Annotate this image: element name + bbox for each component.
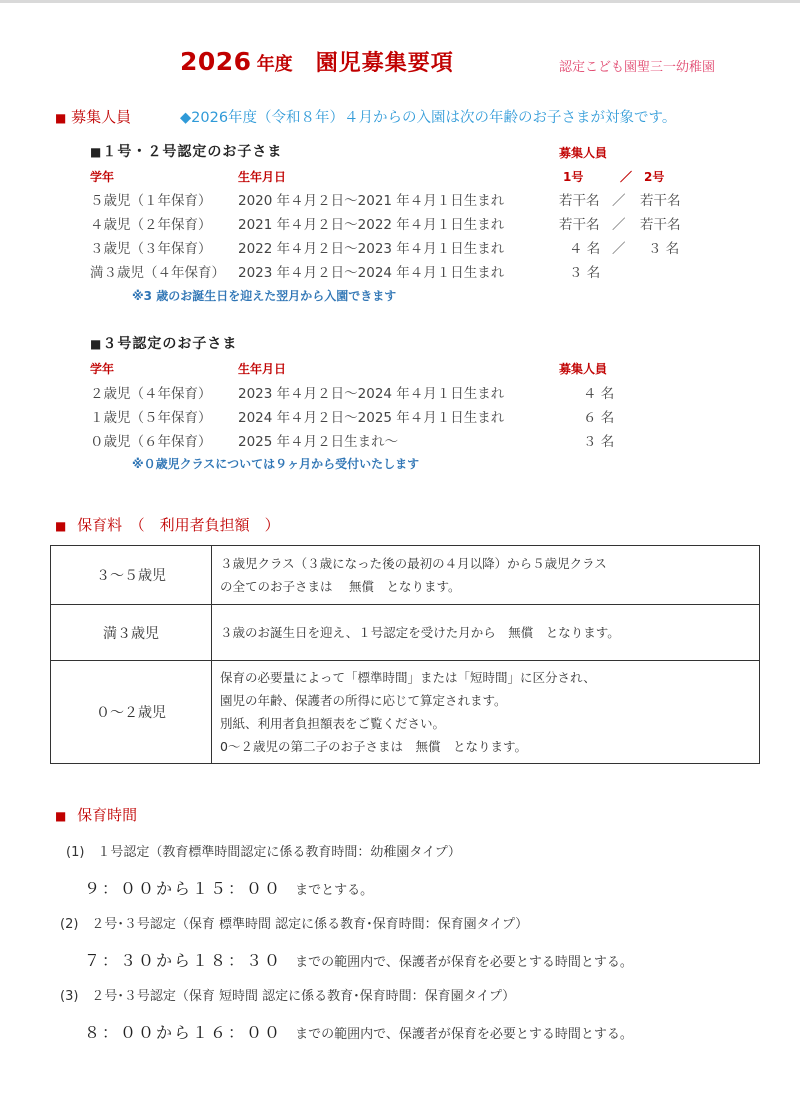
fee-desc-line: の全てのお子さまは 無償 となります。	[220, 579, 461, 594]
group1-row-birth: 2020 年４月２日～2021 年４月１日生まれ	[238, 193, 505, 209]
fee-row-desc	[212, 546, 760, 605]
fees-heading	[55, 514, 280, 535]
group1-row-grade: ５歳児（１年保育）	[90, 193, 212, 209]
group2-row-capacity: ４ 名	[583, 386, 615, 402]
hours-item-tail: までの範囲内で、保護者が保育を必要とする時間とする。	[295, 955, 633, 970]
page-title	[180, 46, 454, 77]
group2-row-grade: ０歳児（６年保育）	[90, 434, 212, 450]
fee-row-label: ３～５歳児	[51, 546, 212, 605]
hours-item-time: ７：３０から１８：３０	[84, 951, 283, 970]
hours-item-time-line	[84, 876, 373, 899]
fee-row	[51, 661, 760, 764]
hours-item-tail: までの範囲内で、保護者が保育を必要とする時間とする。	[295, 1027, 633, 1042]
group2-col-birth: 生年月日	[238, 362, 287, 376]
group1-row-grade: 満３歳児（４年保育）	[90, 265, 225, 281]
title-main: 園児募集要項	[315, 51, 454, 76]
group1-row-no1: 若干名	[559, 217, 600, 233]
school-name: 認定こども園聖三一幼稚園	[559, 60, 716, 75]
group1-row-birth: 2021 年４月２日～2022 年４月１日生まれ	[238, 217, 505, 233]
group2-row-birth: 2025 年４月２日生まれ～	[238, 434, 399, 450]
hours-item-time-line	[84, 1020, 633, 1043]
group1-row-birth: 2022 年４月２日～2023 年４月１日生まれ	[238, 241, 505, 257]
group1-row-birth: 2023 年４月２日～2024 年４月１日生まれ	[238, 265, 505, 281]
fee-row-desc	[212, 661, 760, 764]
group1-row-no1: 若干名	[559, 193, 600, 209]
group2-row-birth: 2023 年４月２日～2024 年４月１日生まれ	[238, 386, 505, 402]
fee-desc-line: 0～２歳児の第二子のお子さまは 無償 となります。	[220, 739, 527, 754]
fee-desc-line: 園児の年齢、保護者の所得に応じて算定されます。	[220, 693, 507, 708]
fee-desc-line: 保育の必要量によって「標準時間」または「短時間」に区分され、	[220, 670, 596, 685]
square-bullet-icon: ■	[55, 809, 67, 823]
group2-row-grade: ２歳児（４年保育）	[90, 386, 212, 402]
fee-desc-line: 別紙、利用者負担額表をご覧ください。	[220, 716, 446, 731]
group2-title-label: ３号認定のお子さま	[102, 336, 238, 352]
fee-table	[50, 545, 760, 764]
group1-note: ※3 歳のお誕生日を迎えた翌月から入園できます	[132, 289, 397, 303]
group1-row-grade: ３歳児（３年保育）	[90, 241, 212, 257]
group1-row-no2: 若干名	[640, 217, 681, 233]
title-year: 2026	[180, 47, 252, 76]
fee-row-desc	[212, 605, 760, 661]
group1-col-capacity: 募集人員	[559, 146, 608, 160]
fee-row-label: 満３歳児	[51, 605, 212, 661]
recruit-heading-label: 募集人員	[71, 108, 132, 126]
group1-col-birth: 生年月日	[238, 170, 287, 184]
group1-row-sep: ／	[612, 193, 626, 209]
black-square-icon: ■	[90, 337, 103, 351]
hours-item-time: ８：００から１６：００	[84, 1023, 283, 1042]
group1-row-sep: ／	[612, 217, 626, 233]
group2-row-birth: 2024 年４月２日～2025 年４月１日生まれ	[238, 410, 505, 426]
recruit-heading	[55, 106, 131, 127]
fee-desc-line: ３歳児クラス（３歳になった後の最初の４月以降）から５歳児クラス	[220, 556, 607, 571]
group1-row-no2: ３ 名	[648, 241, 680, 257]
group2-row-capacity: ３ 名	[583, 434, 615, 450]
group1-col-no2: 2号	[644, 170, 665, 184]
group2-col-grade: 学年	[90, 362, 115, 376]
hours-item-head: (3) ２号･３号認定（保育 短時間 認定に係る教育･保育時間：保育園タイプ）	[60, 989, 516, 1004]
square-bullet-icon: ■	[55, 519, 67, 533]
fee-row-label: ０～２歳児	[51, 661, 212, 764]
group1-title-label: １号・２号認定のお子さま	[102, 144, 283, 160]
title-year-suffix: 年度	[256, 54, 293, 75]
fee-desc-line: ３歳のお誕生日を迎え、１号認定を受けた月から 無償 となります。	[220, 625, 620, 640]
group1-col-slash: ／	[620, 170, 633, 184]
group1-row-no1: ３ 名	[569, 265, 601, 281]
black-square-icon: ■	[90, 145, 103, 159]
fee-row	[51, 605, 760, 661]
group2-row-capacity: ６ 名	[583, 410, 615, 426]
hours-item-head: (2) ２号･３号認定（保育 標準時間 認定に係る教育･保育時間：保育園タイプ）	[60, 917, 529, 932]
group2-note: ※０歳児クラスについては９ヶ月から受付いたします	[132, 457, 420, 471]
recruit-intro: ◆2026年度（令和８年）４月からの入園は次の年齢のお子さまが対象です。	[180, 110, 677, 126]
hours-heading-label: 保育時間	[77, 806, 138, 824]
group1-col-no1: 1号	[563, 170, 584, 184]
group1-row-no1: ４ 名	[569, 241, 601, 257]
hours-item-time: ９：００から１５：００	[84, 879, 283, 898]
group1-row-no2: 若干名	[640, 193, 681, 209]
group1-row-grade: ４歳児（２年保育）	[90, 217, 212, 233]
group1-title	[90, 141, 282, 161]
hours-item-tail: までとする。	[295, 883, 374, 898]
group1-col-grade: 学年	[90, 170, 115, 184]
hours-item-head: (1) １号認定（教育標準時間認定に係る教育時間：幼稚園タイプ）	[66, 845, 461, 860]
group2-title	[90, 333, 237, 353]
top-border	[0, 0, 800, 3]
fee-row	[51, 546, 760, 605]
hours-heading	[55, 804, 137, 825]
fees-heading-label: 保育料 （ 利用者負担額 ）	[77, 516, 280, 534]
group1-row-sep: ／	[612, 241, 626, 257]
group2-row-grade: １歳児（５年保育）	[90, 410, 212, 426]
group2-col-capacity: 募集人員	[559, 362, 608, 376]
square-bullet-icon: ■	[55, 111, 67, 125]
hours-item-time-line	[84, 948, 633, 971]
